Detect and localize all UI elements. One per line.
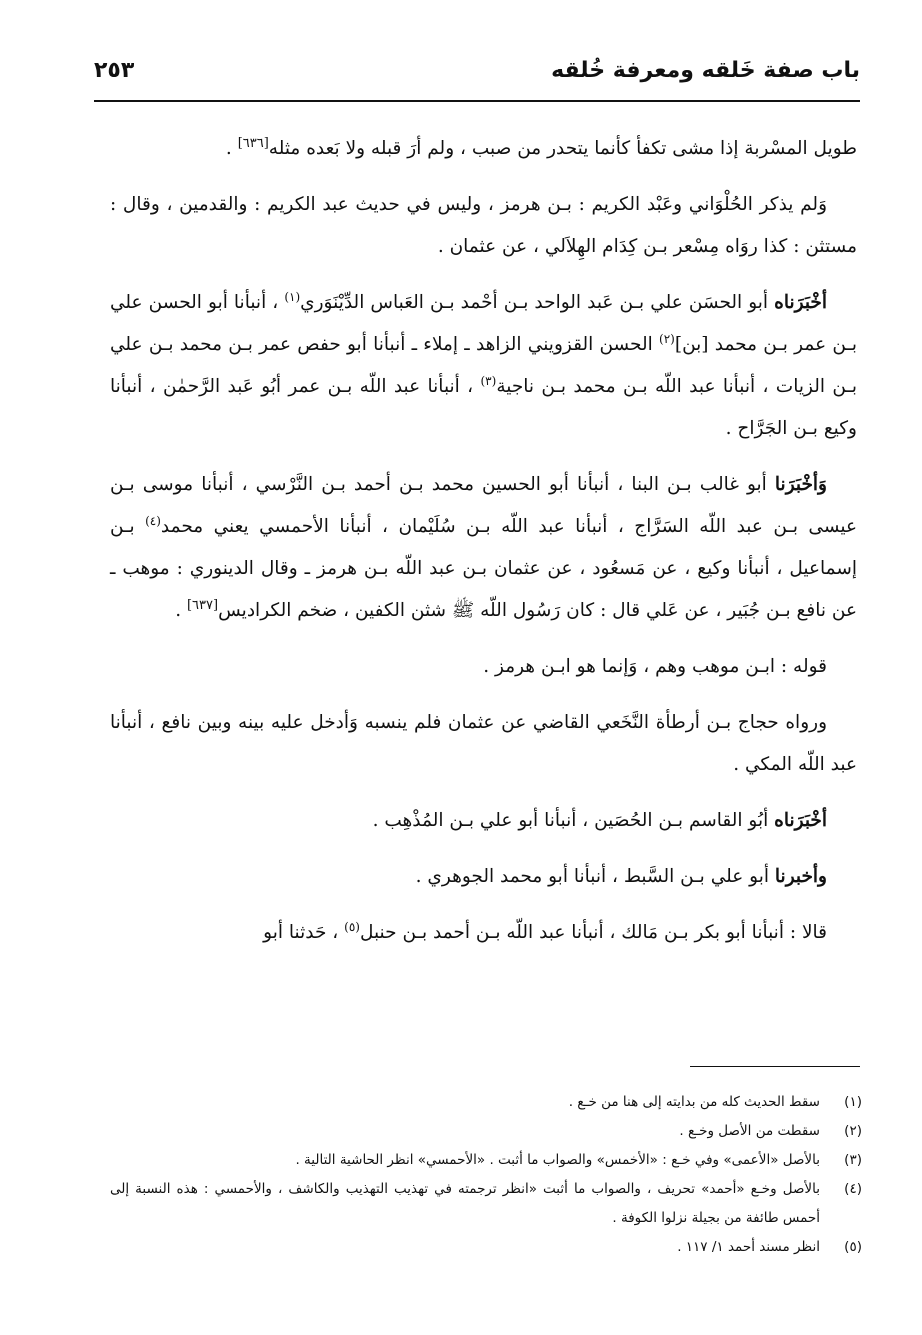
paragraph-9 <box>110 912 857 954</box>
footnote-4 <box>110 1175 862 1233</box>
paragraph-8-lead: وأخبرنا <box>774 866 827 887</box>
paragraph-7 <box>110 800 857 842</box>
footnote-text: بالأصل وخـع «أحمد» تحريف ، والصواب ما أثبت «انظر ترجمته في تهذيب التهذيب والكاشف ، والأحمسي : هذه النسبة إلى أحمس طائفة من بجيلة نزلوا الكوفة . <box>110 1181 820 1226</box>
footnote-1 <box>110 1088 862 1117</box>
footnote-2 <box>110 1117 862 1146</box>
running-title: باب صفة خَلقه ومعرفة خُلقه <box>551 58 860 83</box>
paragraph-5 <box>110 646 857 688</box>
paragraph-4-text-b: بـن إسماعيل ، أنبأنا وكيع ، عن مَسعُود ، عن عثمان بـن عبد اللّه بـن هرمز ـ وقال الدينوري : موهب ـ عن نافع بـن جُبَير ، عن عَلي قال : كان رَسُول اللّه ﷺ شثن الكفين ، ضخم الكراديس <box>110 516 857 621</box>
footnote-mark-4: (٤) <box>145 513 161 528</box>
paragraph-9-text-b: ، حَدثنا أبو <box>263 922 345 943</box>
paragraph-6 <box>110 702 857 786</box>
paragraph-4-text-a: أبو غالب بـن البنا ، أنبأنا أبو الحسين محمد بـن أحمد بـن النَّرْسي ، أنبأنا موسى بـن عيسى بـن عبد اللّه السَرَّاج ، أنبأنا عبد اللّه بـن سُلَيْمان ، أنبأنا الأحمسي يعني محمد <box>110 474 857 537</box>
footnote-mark-5: (٥) <box>344 919 360 934</box>
paragraph-2-text: وَلم يذكر الحُلْوَاني وعَبْد الكريم : بـن هرمز ، وليس في حديث عبد الكريم : والقدمين ، وقال : مستثن : كذا روَاه مِسْعر بـن كِدَام الهِلاَلي ، عن عثمان . <box>110 194 857 257</box>
paragraph-1 <box>110 128 857 170</box>
footnote-text: سقط الحديث كله من بدايته إلى هنا من خـع . <box>568 1094 820 1110</box>
hadith-ref-637: [٦٣٧] <box>186 597 219 613</box>
hadith-ref-636: [٦٣٦] <box>237 135 269 151</box>
footnote-text: سقطت من الأصل وخـع . <box>679 1123 820 1139</box>
paragraph-8 <box>110 856 857 898</box>
paragraph-3-text-c: الحسن القزويني الزاهد ـ إملاء ـ أنبأنا أبو حفص عمر بـن محمد بـن علي بـن الزيات ، أنبأنا عبد اللّه بـن محمد بـن ناجية <box>110 334 857 397</box>
paragraph-3 <box>110 282 857 450</box>
paragraph-9-text-a: قالا : أنبأنا أبو بكر بـن مَالك ، أنبأنا عبد اللّه بـن أحمد بـن حنبل <box>359 922 827 943</box>
page-number: ٢٥٣ <box>94 58 135 83</box>
footnote-mark-3: (٣) <box>480 373 497 388</box>
page-header <box>94 52 860 104</box>
main-text <box>110 128 857 968</box>
paragraph-3-text-a: أبو الحسَن علي بـن عَبد الواحد بـن أحْمد بـن العَباس الدِّيْنَوَري <box>300 292 775 313</box>
paragraph-1-text: طويل المسْربة إذا مشى تكفأ كأنما يتحدر من صبب ، ولم أرَ قبله ولا بَعده مثله <box>268 138 857 159</box>
footnotes <box>110 1088 862 1262</box>
paragraph-3-text-d: ، أنبأنا عبد اللّه بـن عمر أبُو عَبد الرَّحمٰن ، أنبأنا وكيع بـن الجَرَّاح . <box>110 376 857 439</box>
paragraph-7-text: أبُو القاسم بـن الحُصَين ، أنبأنا أبو علي بـن المُذْهِب . <box>372 810 775 831</box>
footnote-5 <box>110 1233 862 1262</box>
paragraph-6-text: ورواه حجاج بـن أرطأة النَّخَعي القاضي عن عثمان فلم ينسبه وَأدخل عليه بينه وبين نافع ، أنبأنا عبد اللّه المكي . <box>110 712 857 775</box>
footnote-text: بالأصل «الأعمى» وفي خـع : «الأخمس» والصواب ما أثبت . «الأحمسي» انظر الحاشية التالية . <box>295 1152 820 1168</box>
footnote-mark-1: (١) <box>284 289 301 304</box>
footnote-rule <box>690 1066 860 1067</box>
footnote-number: (١) <box>844 1094 862 1110</box>
paragraph-4-end: . <box>175 600 187 621</box>
paragraph-8-text: أبو علي بـن السَّبط ، أنبأنا أبو محمد الجوهري . <box>415 866 775 887</box>
paragraph-3-text-b: ، أنبأنا أبو الحسن علي بـن عمر بـن محمد [بن] <box>110 292 857 355</box>
paragraph-2 <box>110 184 857 268</box>
paragraph-4 <box>110 464 857 632</box>
footnote-number: (٥) <box>844 1239 862 1255</box>
footnote-number: (٣) <box>844 1152 862 1168</box>
footnote-number: (٤) <box>844 1181 862 1197</box>
paragraph-4-lead: وَأخْبَرَنا <box>774 474 827 495</box>
footnote-number: (٢) <box>844 1123 862 1139</box>
footnote-text: انظر مسند أحمد ١/ ١١٧ . <box>677 1239 820 1255</box>
paragraph-7-lead: أخْبَرَناه <box>774 810 827 831</box>
paragraph-5-text: قوله : ابـن موهب وهم ، وَإنما هو ابـن هرمز . <box>483 656 827 677</box>
paragraph-1-end: . <box>225 138 238 159</box>
header-rule <box>94 100 860 102</box>
paragraph-3-lead: أخْبَرَناه <box>774 292 827 313</box>
footnote-3 <box>110 1146 862 1175</box>
footnote-mark-2: (٢) <box>659 331 675 346</box>
